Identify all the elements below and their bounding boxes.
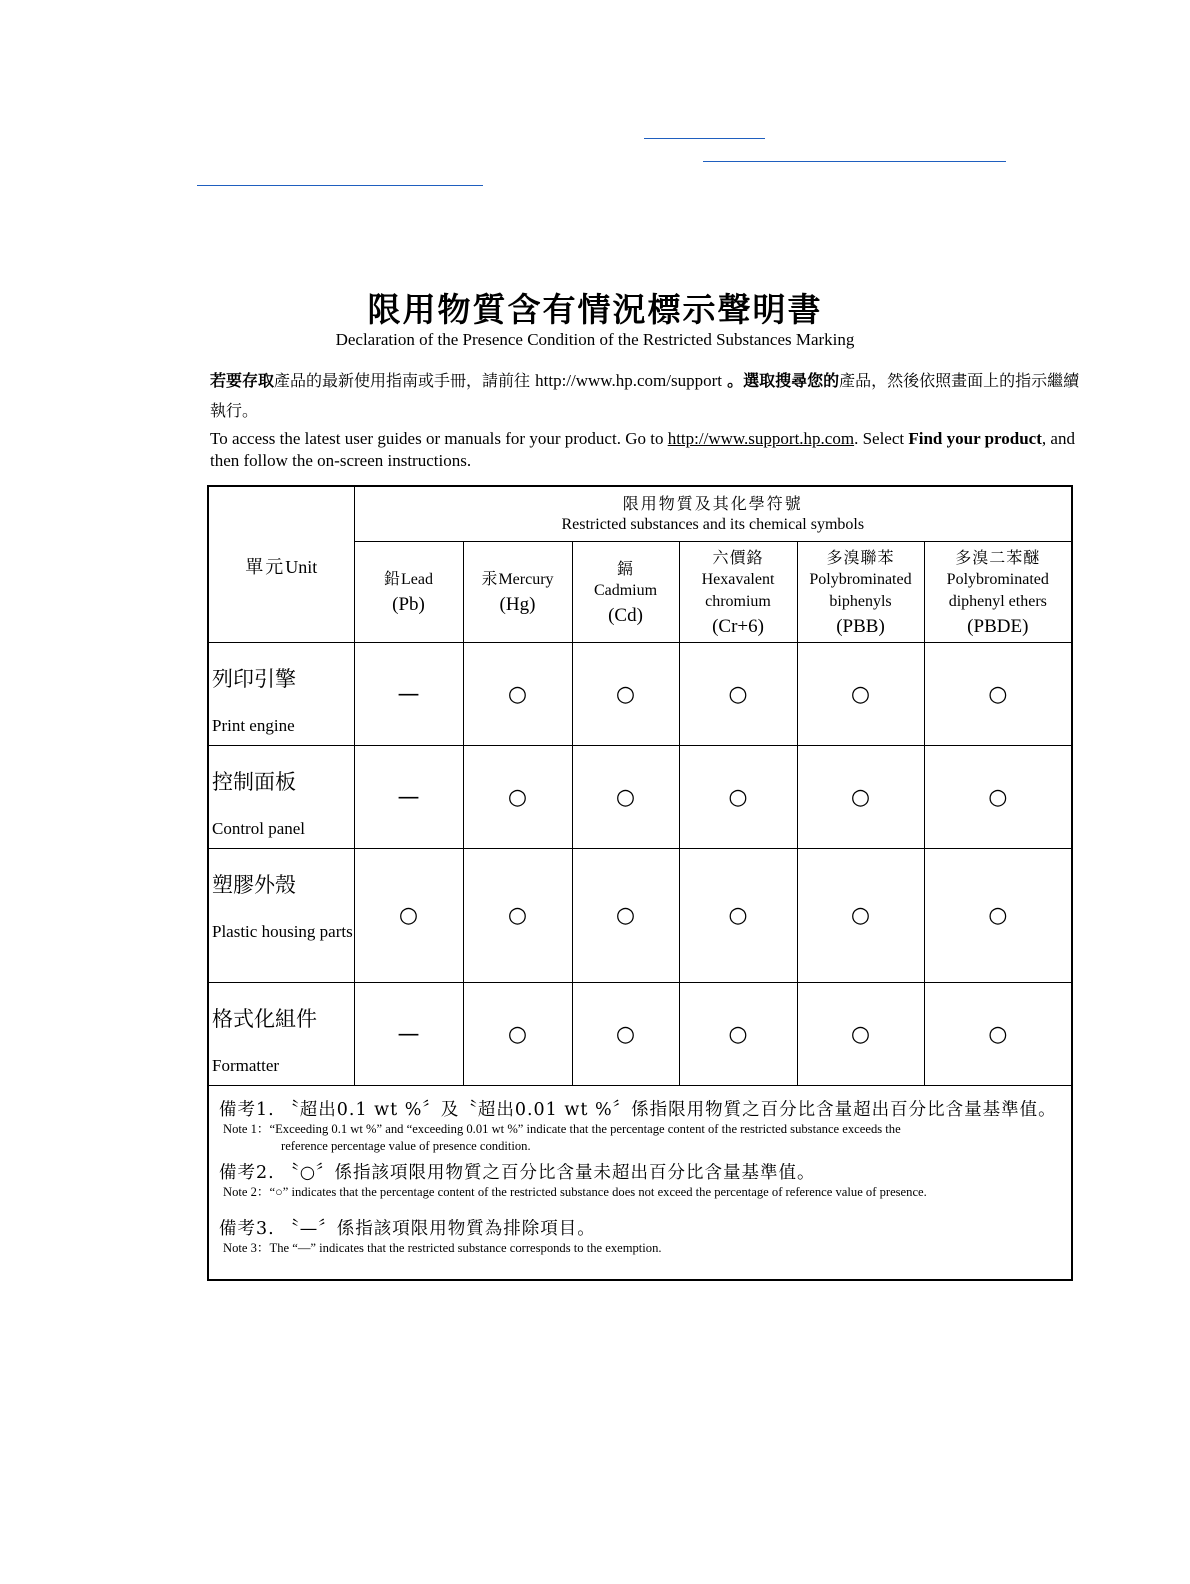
intro-zh-text: 產品的最新使用指南或手冊，請前往 bbox=[274, 371, 531, 390]
declaration-title-en: Declaration of the Presence Condition of the Restricted Substances Marking bbox=[335, 330, 855, 349]
table-row bbox=[208, 983, 1072, 1086]
intro-zh-bold: 若要存取 bbox=[210, 371, 275, 390]
mark-cell: ○ bbox=[797, 643, 924, 746]
intro-zh-text2: 產品，然後依照畫面上的指示繼續執行。 bbox=[210, 371, 1080, 420]
table-row bbox=[208, 849, 1072, 983]
intro-paragraph-zh bbox=[210, 366, 1090, 426]
mark-cell: ○ bbox=[572, 746, 679, 849]
intro-en-text: To access the latest user guides or manuals for your product. Go to bbox=[210, 429, 664, 448]
intro-en-text3: , and then follow the on-screen instructions. bbox=[210, 429, 1075, 470]
note-2-en: Note 2：“○” indicates that the percentage content of the restricted substance does not exceed the percentage of reference value of presence. bbox=[223, 1185, 927, 1199]
note-3-zh: 備考3. 〝—〞係指該項限用物質為排除項目。 bbox=[219, 1219, 596, 1239]
link-underline[interactable] bbox=[197, 185, 483, 186]
mark-cell: ○ bbox=[463, 983, 572, 1086]
mark-cell: ○ bbox=[797, 983, 924, 1086]
mark-cell: — bbox=[354, 746, 463, 849]
mark-cell: ○ bbox=[572, 983, 679, 1086]
mark-cell: ○ bbox=[924, 643, 1072, 746]
column-header-mercury: 汞Mercury (Hg) bbox=[463, 542, 572, 643]
mark-cell: ○ bbox=[354, 849, 463, 983]
declaration-title-zh: 限用物質含有情況標示聲明書 bbox=[367, 290, 823, 329]
intro-paragraph-en bbox=[210, 428, 1080, 472]
column-header-cadmium: 鎘 Cadmium (Cd) bbox=[572, 542, 679, 643]
support-url-en[interactable]: http://www.support.hp.com bbox=[667, 429, 855, 448]
mark-cell: ○ bbox=[463, 643, 572, 746]
mark-cell: ○ bbox=[797, 849, 924, 983]
mark-cell: ○ bbox=[572, 643, 679, 746]
unit-header: 單元Unit bbox=[208, 486, 354, 643]
mark-cell: ○ bbox=[924, 746, 1072, 849]
note-1-zh: 備考1. 〝超出0.1 wt %〞及〝超出0.01 wt %〞係指限用物質之百分比含量超出百分比含量基準值。 bbox=[219, 1100, 1057, 1120]
mark-cell: ○ bbox=[924, 849, 1072, 983]
column-header-hexavalent-chromium: 六價鉻 Hexavalent chromium (Cr+6) bbox=[679, 542, 797, 643]
column-header-lead: 鉛Lead (Pb) bbox=[354, 542, 463, 643]
mark-cell: ○ bbox=[679, 983, 797, 1086]
mark-cell: ○ bbox=[463, 746, 572, 849]
mark-cell: — bbox=[354, 983, 463, 1086]
row-label: 塑膠外殼 Plastic housing parts bbox=[208, 849, 354, 983]
column-header-pbb: 多溴聯苯 Polybrominated biphenyls (PBB) bbox=[797, 542, 924, 643]
mark-cell: ○ bbox=[679, 746, 797, 849]
mark-cell: ○ bbox=[924, 983, 1072, 1086]
note-1-en: Note 1：“Exceeding 0.1 wt %” and “exceeding 0.01 wt %” indicate that the percentage content of the restricted substance exceeds the reference percentage value of presence condition. bbox=[223, 1122, 901, 1153]
column-header-pbde: 多溴二苯醚 Polybrominated diphenyl ethers (PBDE) bbox=[924, 542, 1072, 643]
table-row bbox=[208, 746, 1072, 849]
link-underline[interactable] bbox=[644, 138, 765, 139]
notes-section bbox=[208, 1086, 1072, 1281]
mark-cell: — bbox=[354, 643, 463, 746]
table-row bbox=[208, 643, 1072, 746]
intro-zh-mark: 。 bbox=[727, 371, 744, 390]
row-label: 列印引擎 Print engine bbox=[208, 643, 354, 746]
row-label: 格式化組件 Formatter bbox=[208, 983, 354, 1086]
mark-cell: ○ bbox=[797, 746, 924, 849]
support-url-zh[interactable]: http://www.hp.com/support bbox=[535, 371, 722, 390]
link-underline[interactable] bbox=[703, 161, 1006, 162]
restricted-substances-table bbox=[207, 485, 1073, 1281]
mark-cell: ○ bbox=[679, 849, 797, 983]
substances-group-header: 限用物質及其化學符號 Restricted substances and its chemical symbols bbox=[354, 486, 1072, 542]
intro-zh-bold2: 選取搜尋您的 bbox=[743, 371, 840, 390]
note-2-zh: 備考2. 〝○〞係指該項限用物質之百分比含量未超出百分比含量基準值。 bbox=[219, 1163, 816, 1183]
row-label: 控制面板 Control panel bbox=[208, 746, 354, 849]
intro-en-bold: Find your product bbox=[908, 429, 1042, 448]
note-3-en: Note 3：The “—” indicates that the restricted substance corresponds to the exemption. bbox=[223, 1241, 662, 1255]
mark-cell: ○ bbox=[679, 643, 797, 746]
intro-en-text2: . Select bbox=[854, 429, 905, 448]
mark-cell: ○ bbox=[463, 849, 572, 983]
mark-cell: ○ bbox=[572, 849, 679, 983]
